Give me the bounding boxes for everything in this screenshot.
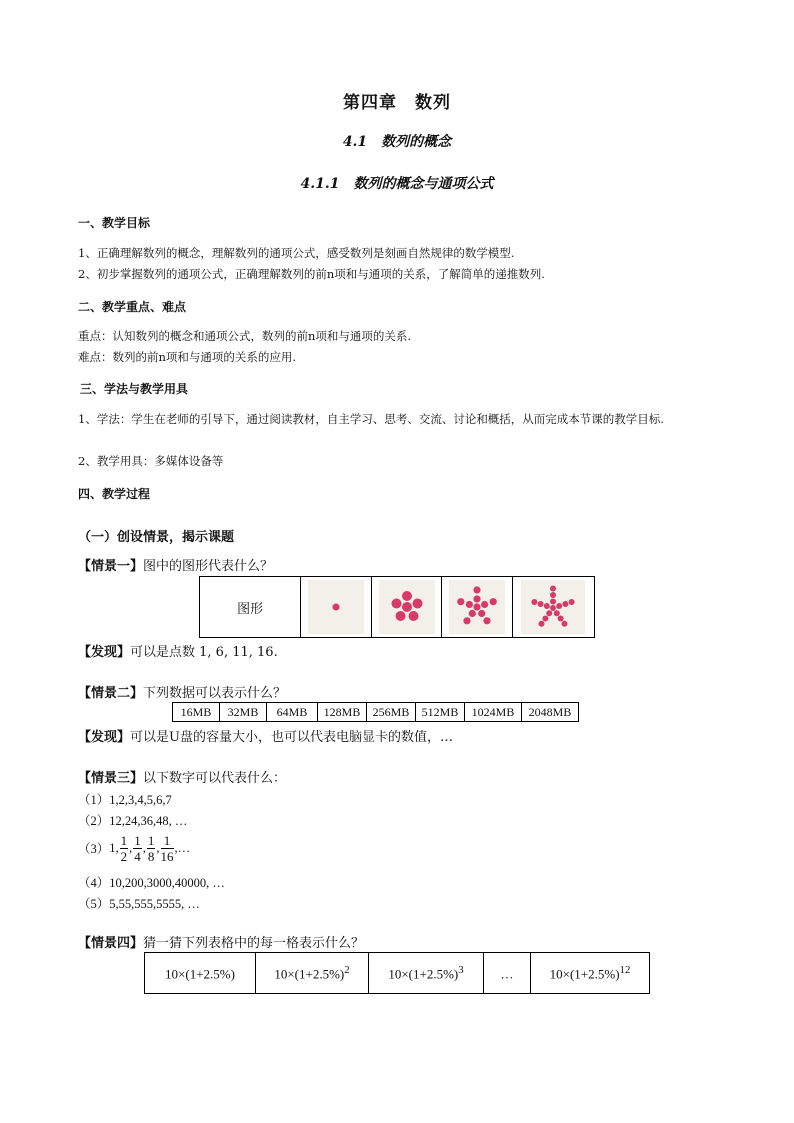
scene2-finding: 可以是U盘的容量大小，也可以代表电脑显卡的数值，… xyxy=(130,730,453,745)
figure-16-cell xyxy=(512,577,594,638)
sequence-index: （3） xyxy=(78,842,110,856)
goal-item-2: 2、初步掌握数列的通项公式，正确理解数列的前n项和与通项的关系，了解简单的递推数列. xyxy=(78,267,545,281)
scene2-finding-line xyxy=(78,726,453,745)
fraction-half: $\frac{1}{2}$ xyxy=(120,832,128,864)
scene3-line xyxy=(78,767,286,786)
sequence-text: 1,2,3,4,5,6,7 xyxy=(109,793,172,807)
key-point: 重点：认知数列的概念和通项公式，数列的前n项和与通项的关系. xyxy=(78,329,412,343)
formula-cell: … xyxy=(484,953,531,994)
scene1-table-header: 图形 xyxy=(200,577,301,638)
scene3-question: 以下数字可以代表什么： xyxy=(143,771,287,786)
fraction-sixteenth: $\frac{1}{16}$ xyxy=(160,832,174,864)
scene2-line xyxy=(78,682,286,701)
sequence-index: （2） xyxy=(78,814,110,828)
scene1-table xyxy=(199,576,595,638)
formula-cell: $10\times(1+2.5\%)^2$ xyxy=(256,953,369,994)
sequence-text: 5,55,555,5555, … xyxy=(109,897,200,911)
scene2-question: 下列数据可以表示什么？ xyxy=(143,686,287,701)
method-heading: 三、学法与教学用具 xyxy=(80,382,189,396)
figure-11-dots xyxy=(449,580,505,634)
scene2-label: 【情景二】 xyxy=(78,686,144,701)
sequence-text: 10,200,3000,40000, … xyxy=(109,876,225,890)
sequence-index: （1） xyxy=(78,793,110,807)
capacity-cell: 128MB xyxy=(318,703,367,722)
scene1-finding-label: 【发现】 xyxy=(78,645,131,660)
figure-16-dots xyxy=(521,580,585,634)
section-title: 4.1 数列的概念 xyxy=(342,134,452,150)
sequence-index: （4） xyxy=(78,876,110,890)
scene1-finding-line xyxy=(78,641,278,660)
scene1-line xyxy=(78,555,273,574)
difficult-point: 难点：数列的前n项和与通项的关系的应用. xyxy=(78,350,297,364)
method-item-1: 1、学法：学生在老师的引导下，通过阅读教材，自主学习、思考、交流、讨论和概括，从而完成本节课的教学目标. xyxy=(78,412,664,426)
part1-heading: （一）创设情景，揭示课题 xyxy=(78,530,235,545)
capacity-cell: 1024MB xyxy=(465,703,522,722)
formula-cell: 10×(1+2.5%) xyxy=(145,953,256,994)
sequence-index: （5） xyxy=(78,897,110,911)
subsection-title: 4.1.1 数列的概念与通项公式 xyxy=(300,176,494,192)
capacity-cell: 32MB xyxy=(220,703,267,722)
chapter-title: 第四章 数列 xyxy=(343,93,451,113)
goal-item-1: 1、正确理解数列的概念，理解数列的通项公式，感受数列是刻画自然规律的数学模型. xyxy=(78,246,515,260)
formula-cell: $10\times(1+2.5\%)^{12}$ xyxy=(531,953,650,994)
sequence-lead: 1, xyxy=(109,840,119,855)
scene1-finding: 可以是点数 1, 6, 11, 16. xyxy=(130,645,278,660)
scene3-label: 【情景三】 xyxy=(78,771,144,786)
capacity-cell: 16MB xyxy=(173,703,220,722)
sequence-item-3: （3） 1, $\frac{1}{2}$ , $\frac{1}{4}$ , $\frac{1}{8}$ , $\frac{1}{16}$ ,… xyxy=(78,832,191,864)
sequence-item-5 xyxy=(78,894,200,912)
sequence-item-4 xyxy=(78,873,225,891)
sequence-item-1 xyxy=(78,790,172,808)
figure-6-cell xyxy=(371,577,441,638)
scene4-question: 猜一猜下列表格中的每一格表示什么？ xyxy=(143,936,365,951)
key-heading: 二、教学重点、难点 xyxy=(78,300,187,314)
figure-1-cell xyxy=(301,577,371,638)
sequence-text: 12,24,36,48, … xyxy=(109,814,188,828)
capacity-cell: 512MB xyxy=(416,703,465,722)
sequence-tail: ,… xyxy=(174,840,191,855)
process-heading: 四、教学过程 xyxy=(78,487,151,501)
figure-6-dots xyxy=(379,580,435,634)
figure-11-cell xyxy=(442,577,512,638)
scene4-line xyxy=(78,932,364,951)
scene4-table xyxy=(144,952,650,994)
scene1-question: 图中的图形代表什么？ xyxy=(143,559,274,574)
scene2-table xyxy=(172,702,579,722)
fraction-quarter: $\frac{1}{4}$ xyxy=(134,832,141,864)
capacity-cell: 256MB xyxy=(367,703,416,722)
sequence-item-2 xyxy=(78,811,187,829)
scene1-label: 【情景一】 xyxy=(78,559,144,574)
figure-1-dots xyxy=(308,580,364,634)
method-item-2: 2、教学用具：多媒体设备等 xyxy=(78,454,224,468)
scene4-label: 【情景四】 xyxy=(78,936,144,951)
goals-heading: 一、教学目标 xyxy=(78,216,151,230)
capacity-cell: 2048MB xyxy=(522,703,579,722)
formula-cell: $10\times(1+2.5\%)^3$ xyxy=(369,953,484,994)
capacity-cell: 64MB xyxy=(267,703,318,722)
fraction-eighth: $\frac{1}{8}$ xyxy=(147,832,155,864)
scene2-finding-label: 【发现】 xyxy=(78,730,131,745)
